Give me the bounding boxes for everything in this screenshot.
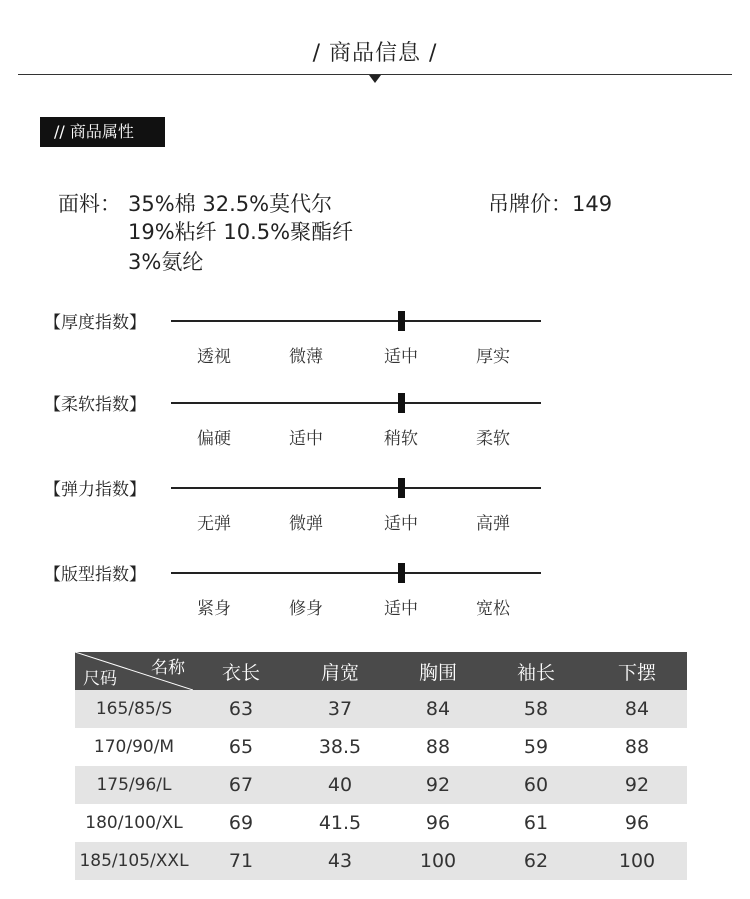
table-row	[75, 842, 687, 880]
index-marker	[398, 393, 405, 413]
table-cell: 59	[485, 728, 587, 766]
table-row	[75, 728, 687, 766]
index-marker	[398, 311, 405, 331]
index-marker	[398, 563, 405, 583]
table-cell: 88	[587, 728, 687, 766]
index-option: 适中	[289, 429, 323, 449]
index-option: 宽松	[476, 599, 510, 619]
index-option: 偏硬	[197, 429, 231, 449]
index-label: 【厚度指数】	[44, 313, 146, 333]
size-cell: 180/100/XL	[75, 804, 193, 842]
section-badge: // 商品属性	[40, 117, 165, 147]
table-cell: 61	[485, 804, 587, 842]
table-row	[75, 804, 687, 842]
column-header: 肩宽	[289, 652, 391, 690]
header-arrow-icon	[369, 75, 381, 83]
table-cell: 63	[193, 690, 289, 728]
index-track	[171, 487, 541, 489]
corner-label-size: 尺码	[83, 669, 117, 689]
index-option: 适中	[384, 599, 418, 619]
index-option: 稍软	[384, 429, 418, 449]
fabric-label: 面料：	[58, 192, 121, 216]
size-table-header	[75, 652, 687, 690]
index-option: 适中	[384, 514, 418, 534]
table-cell: 92	[587, 766, 687, 804]
column-header: 下摆	[587, 652, 687, 690]
index-option: 修身	[289, 599, 323, 619]
corner-label-name: 名称	[151, 658, 185, 678]
index-option: 适中	[384, 347, 418, 367]
column-header: 衣长	[193, 652, 289, 690]
index-option: 厚实	[476, 347, 510, 367]
table-row	[75, 766, 687, 804]
table-cell: 40	[289, 766, 391, 804]
table-cell: 84	[391, 690, 485, 728]
table-cell: 37	[289, 690, 391, 728]
table-cell: 62	[485, 842, 587, 880]
index-option: 柔软	[476, 429, 510, 449]
index-track	[171, 402, 541, 404]
index-option: 微薄	[289, 347, 323, 367]
table-cell: 100	[391, 842, 485, 880]
column-header: 袖长	[485, 652, 587, 690]
index-track	[171, 320, 541, 322]
table-cell: 43	[289, 842, 391, 880]
table-cell: 96	[391, 804, 485, 842]
index-row-elasticity	[0, 475, 750, 535]
index-label: 【版型指数】	[44, 565, 146, 585]
table-cell: 100	[587, 842, 687, 880]
index-option: 无弹	[197, 514, 231, 534]
size-cell: 165/85/S	[75, 690, 193, 728]
table-cell: 71	[193, 842, 289, 880]
index-row-thickness	[0, 308, 750, 368]
index-option: 紧身	[197, 599, 231, 619]
fabric-line-3: 3%氨纶	[128, 250, 204, 274]
index-label: 【柔软指数】	[44, 395, 146, 415]
fabric-line-1: 35%棉 32.5%莫代尔	[128, 192, 333, 216]
table-cell: 65	[193, 728, 289, 766]
size-cell: 185/105/XXL	[75, 842, 193, 880]
table-cell: 96	[587, 804, 687, 842]
index-row-softness	[0, 390, 750, 450]
table-cell: 92	[391, 766, 485, 804]
table-cell: 84	[587, 690, 687, 728]
table-cell: 69	[193, 804, 289, 842]
index-option: 高弹	[476, 514, 510, 534]
table-cell: 38.5	[289, 728, 391, 766]
size-table-corner	[75, 652, 193, 690]
tag-price: 吊牌价：149	[488, 192, 613, 216]
index-option: 透视	[197, 347, 231, 367]
index-track	[171, 572, 541, 574]
size-cell: 170/90/M	[75, 728, 193, 766]
page-title: / 商品信息 /	[312, 41, 438, 66]
column-header: 胸围	[391, 652, 485, 690]
table-row	[75, 690, 687, 728]
table-cell: 41.5	[289, 804, 391, 842]
index-option: 微弹	[289, 514, 323, 534]
table-cell: 67	[193, 766, 289, 804]
table-cell: 60	[485, 766, 587, 804]
fabric-line-2: 19%粘纤 10.5%聚酯纤	[128, 220, 354, 244]
index-marker	[398, 478, 405, 498]
table-cell: 58	[485, 690, 587, 728]
size-table	[75, 652, 687, 880]
size-cell: 175/96/L	[75, 766, 193, 804]
index-row-fit	[0, 560, 750, 620]
table-cell: 88	[391, 728, 485, 766]
index-label: 【弹力指数】	[44, 480, 146, 500]
